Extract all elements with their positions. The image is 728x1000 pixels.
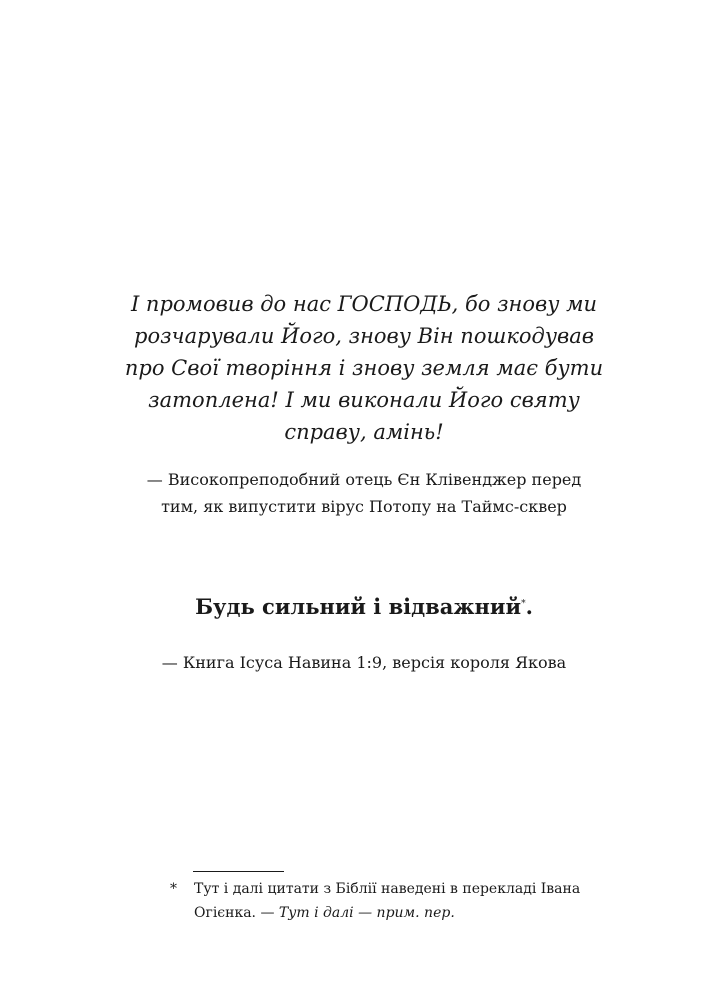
epigraph-two-quote-end: .: [525, 594, 533, 619]
epigraph-two-quote-text: Будь сильний і відважний: [195, 594, 522, 619]
footnote: [170, 877, 610, 925]
footnote-text-italic: Тут і далі — прим. пер.: [278, 905, 455, 921]
footnote-text-plain: Тут і далі цитати з Біблії наведені в перекладі Івана Огієнка. —: [194, 881, 581, 921]
epigraph-one: [0, 288, 728, 520]
attribution-line: — Високопреподобний отець Єн Клівенджер перед: [146, 470, 582, 489]
epigraph-one-quote: [104, 288, 624, 448]
epigraph-one-line: про Свої творіння і знову земля має бути: [124, 356, 604, 380]
footnote-divider: [193, 871, 284, 872]
footnote-text: [170, 877, 610, 925]
epigraph-one-line: розчарували Його, знову Він пошкодував: [134, 324, 594, 348]
epigraph-two-quote: [0, 588, 728, 623]
epigraph-one-attribution: [104, 466, 624, 520]
epigraph-one-line: справу, амінь!: [284, 420, 444, 444]
footnote-marker: *: [170, 881, 177, 897]
epigraph-one-line: затоплена! І ми виконали Його святу: [148, 388, 580, 412]
epigraph-two-attribution: — Книга Ісуса Навина 1:9, версія короля Якова: [161, 653, 567, 672]
epigraph-two: [0, 588, 728, 676]
epigraph-one-line: І промовив до нас ГОСПОДЬ, бо знову ми: [130, 292, 598, 316]
footnote-reference[interactable]: *: [521, 599, 526, 609]
attribution-line: тим, як випустити вірус Потопу на Таймс-сквер: [161, 497, 567, 516]
